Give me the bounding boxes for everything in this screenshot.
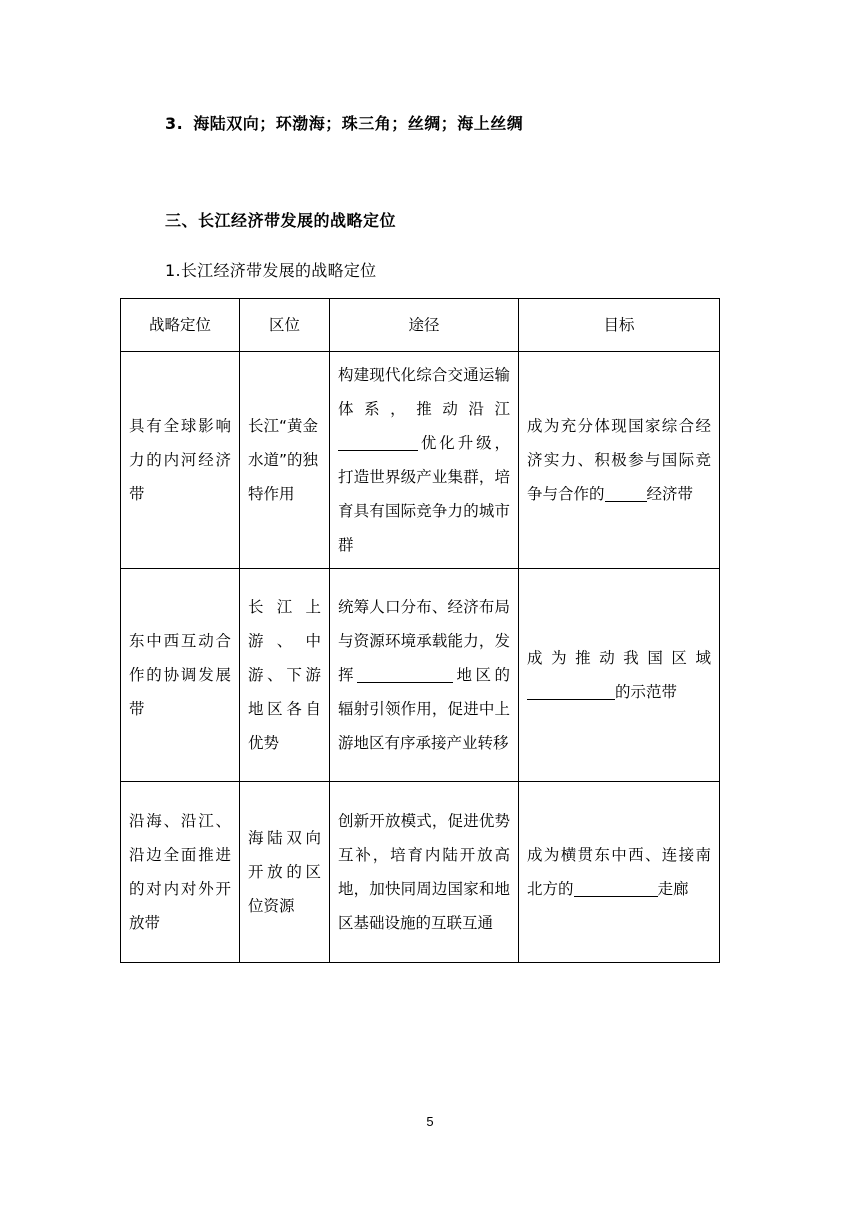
cell-location: 长江“黄金水道”的独特作用 (240, 352, 330, 569)
header-location: 区位 (240, 299, 330, 352)
header-positioning: 战略定位 (121, 299, 240, 352)
goal-text-before: 成为充分体现国家综合经济实力、积极参与国际竞争与合作的 (527, 417, 711, 503)
cell-approach (330, 569, 519, 782)
answer-number: 3. (165, 114, 184, 133)
table-row (121, 782, 720, 963)
strategy-table (120, 298, 720, 963)
cell-goal (519, 352, 720, 569)
cell-goal (519, 569, 720, 782)
sub-heading: 1.长江经济带发展的战略定位 (165, 261, 377, 280)
page-number: 5 (426, 1114, 434, 1129)
fill-blank[interactable] (574, 881, 658, 898)
goal-text-before: 成为推动我国区域 (527, 649, 711, 667)
goal-text-after: 走廊 (657, 880, 689, 898)
cell-positioning: 东中西互动合作的协调发展带 (121, 569, 240, 782)
table-row (121, 352, 720, 569)
cell-location: 海陆双向开放的区位资源 (240, 782, 330, 963)
cell-approach (330, 352, 519, 569)
fill-blank[interactable] (605, 486, 647, 503)
header-approach: 途径 (330, 299, 519, 352)
fill-blank[interactable] (527, 684, 615, 701)
approach-text-before: 统筹人口分布、经济布局与资源环境承载能力，发挥 (338, 598, 510, 684)
cell-approach: 创新开放模式，促进优势互补，培育内陆开放高地，加快同周边国家和地区基础设施的互联互通 (330, 782, 519, 963)
approach-text-before: 构建现代化综合交通运输体系，推动沿江 (338, 366, 510, 418)
answer-text: 海陆双向；环渤海；珠三角；丝绸；海上丝绸 (193, 114, 524, 133)
goal-text-after: 的示范带 (615, 683, 678, 701)
section-heading: 三、长江经济带发展的战略定位 (165, 211, 397, 230)
cell-goal (519, 782, 720, 963)
answer-line (165, 111, 523, 134)
cell-positioning: 沿海、沿江、沿边全面推进的对内对外开放带 (121, 782, 240, 963)
cell-positioning: 具有全球影响力的内河经济带 (121, 352, 240, 569)
header-goal: 目标 (519, 299, 720, 352)
fill-blank[interactable] (357, 667, 453, 684)
table-row (121, 569, 720, 782)
goal-text-after: 经济带 (646, 485, 694, 503)
approach-text-after: 优化升级，打造世界级产业集群，培育具有国际竞争力的城市群 (338, 434, 510, 554)
cell-location: 长江上游、中游、下游地区各自优势 (240, 569, 330, 782)
table-header-row (121, 299, 720, 352)
fill-blank[interactable] (338, 435, 418, 452)
approach-text-after: 地区的辐射引领作用，促进中上游地区有序承接产业转移 (338, 666, 510, 752)
goal-text-before: 成为横贯东中西、连接南北方的 (527, 846, 711, 898)
